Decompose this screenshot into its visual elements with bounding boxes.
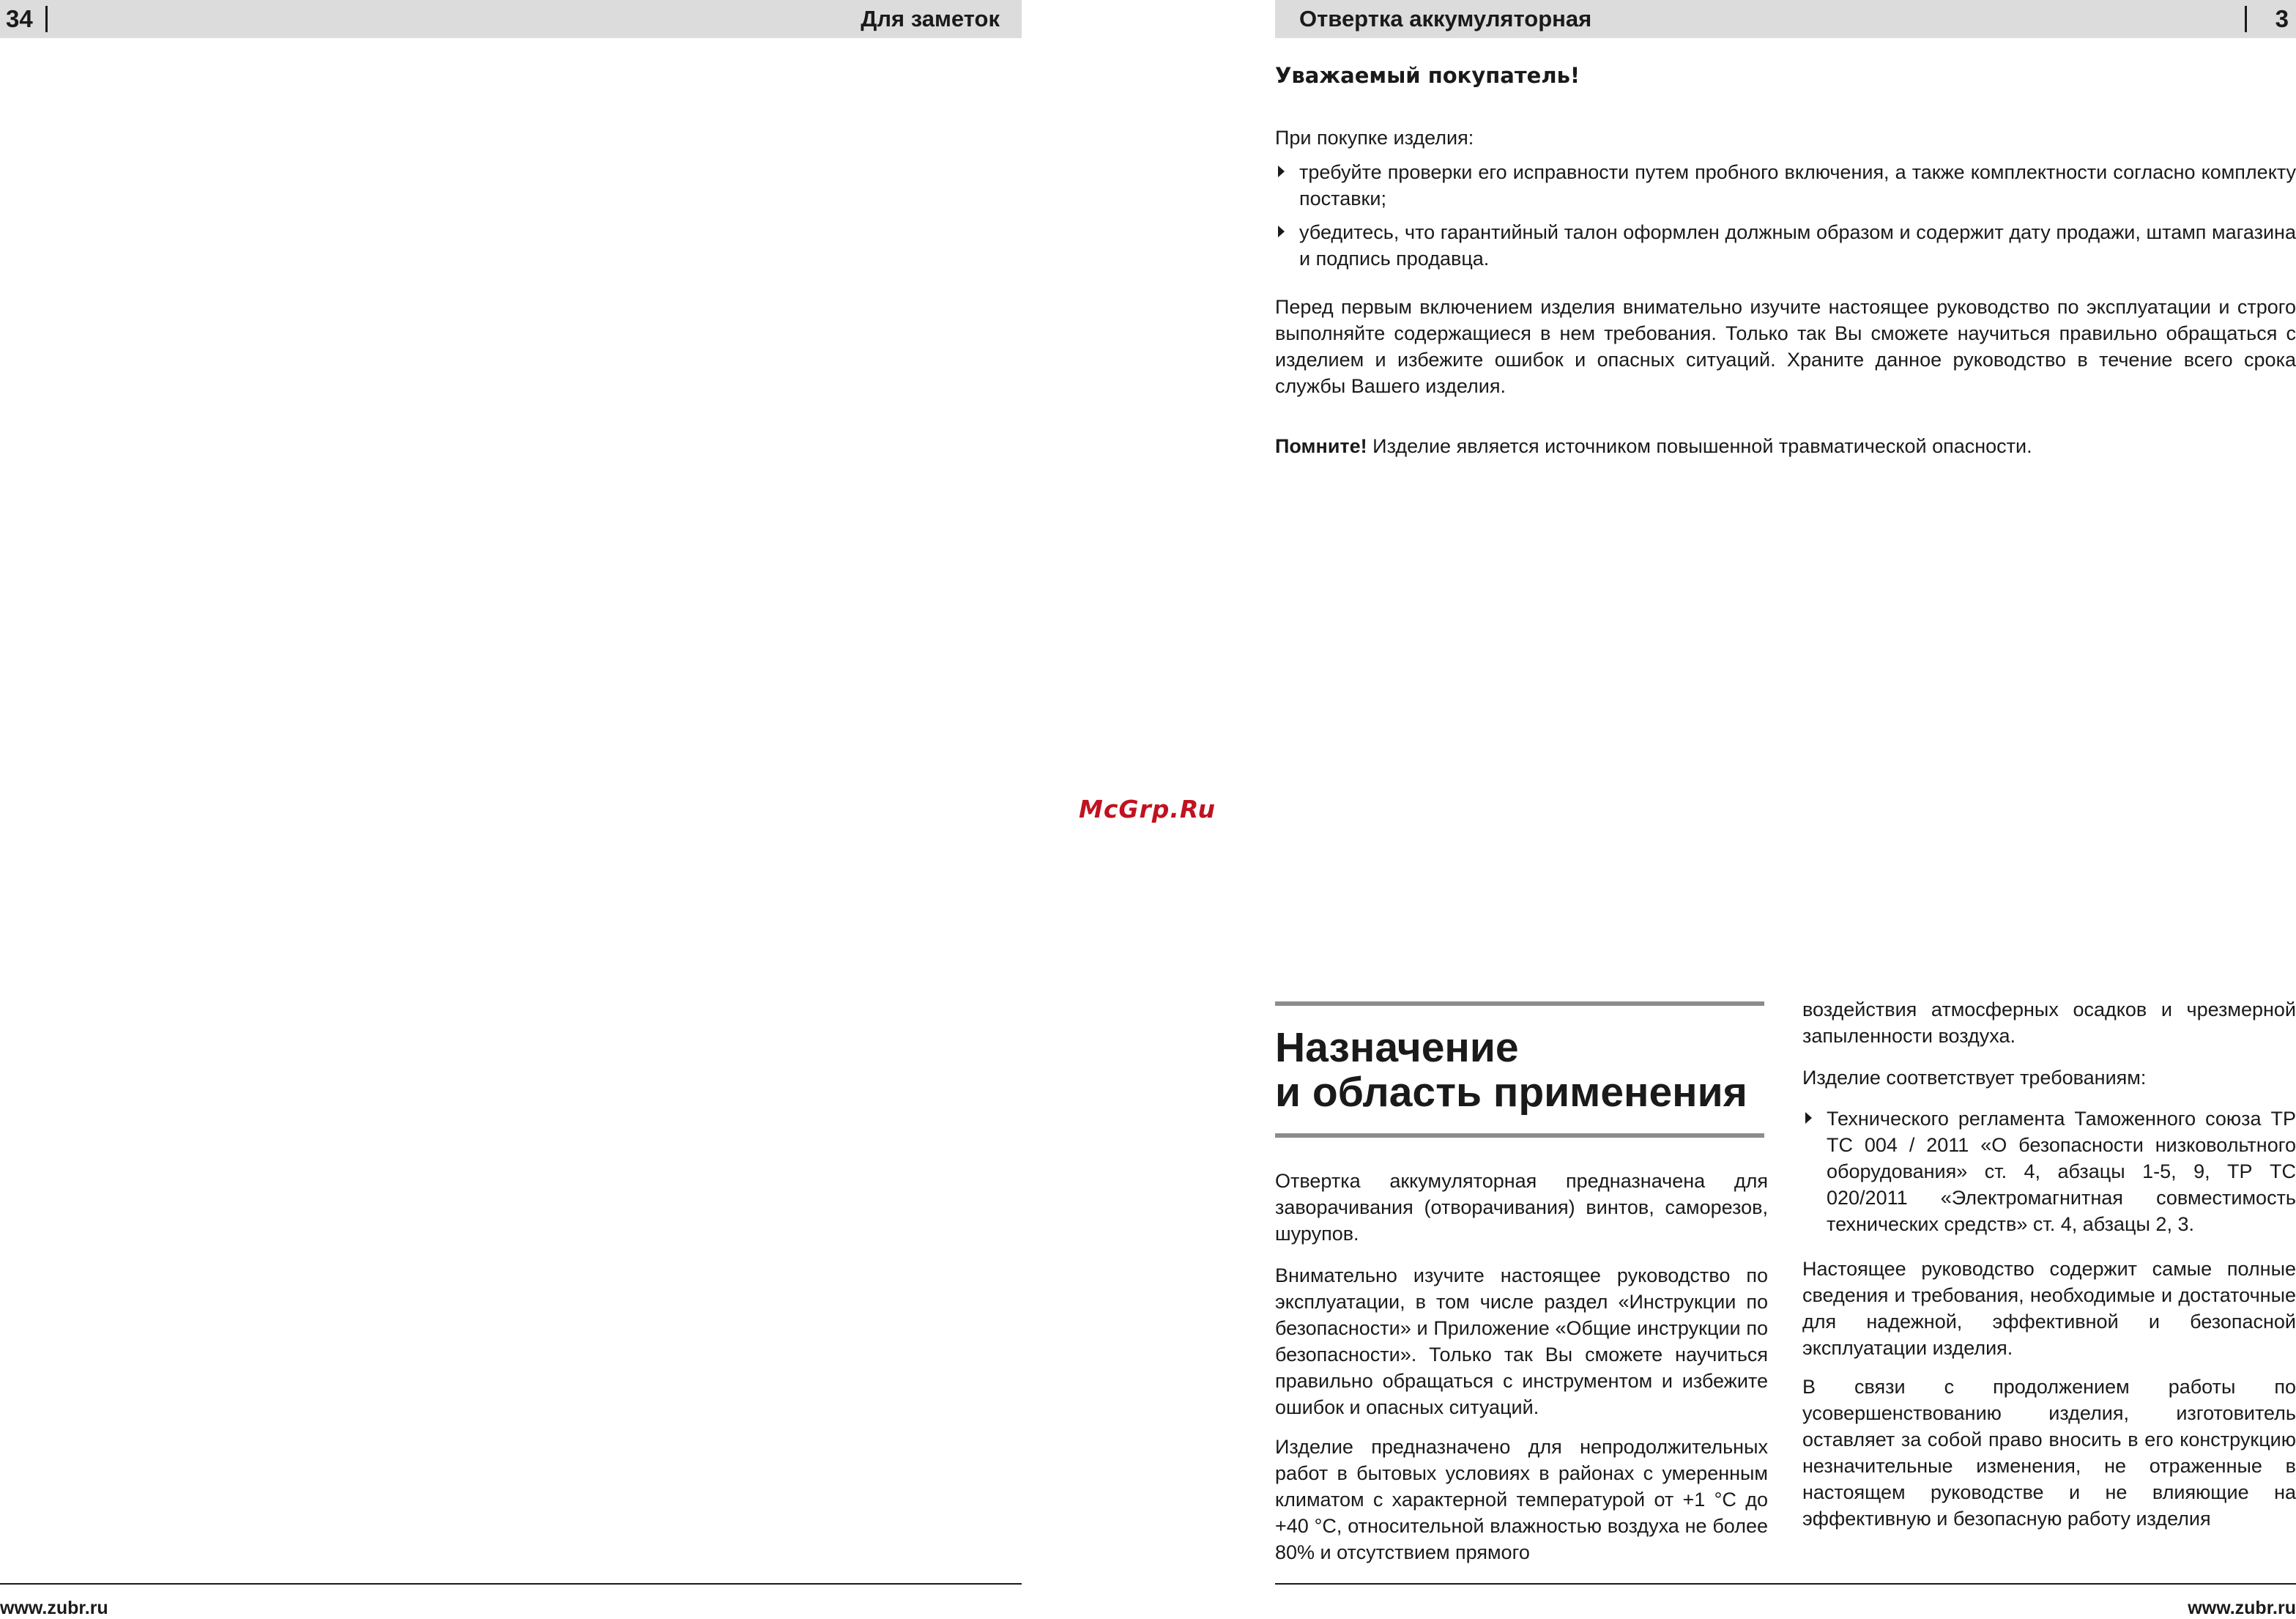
left-page-header-title: Для заметок	[861, 6, 1000, 32]
left-page-number: 34	[6, 5, 33, 32]
greeting-heading: Уважаемый покупатель!	[1275, 63, 1580, 88]
section-title-line1: Назначение	[1275, 1024, 1519, 1071]
requirements-intro: Изделие соответствует требованиям:	[1802, 1067, 2147, 1089]
purpose-paragraph: Отвертка аккумуляторная предназначена для заворачивания (отворачивания) винтов, саморезов, шурупов.	[1275, 1170, 1768, 1245]
intro-text: При покупке изделия:	[1275, 127, 1474, 149]
bullet-arrow-icon	[1805, 1112, 1812, 1124]
study-manual-paragraph: Внимательно изучите настоящее руководство по эксплуатации, в том числе раздел «Инструкции по безопасности» и Приложение «Общие инструкции по безопасности». Только так Вы сможете научиться правильно обращаться с инструментом и избежите ошибок и опасных ситуаций.	[1275, 1264, 1768, 1418]
section-title-line2: и область применения	[1275, 1069, 1747, 1116]
instructions-paragraph: Перед первым включением изделия внимательно изучите настоящее руководство по эксплуатации и строго выполняйте содержащиеся в нем требования. Только так Вы сможете научиться правильно обращаться с изделием и избежите ошибок и опасных ситуаций. Храните данное руководство в течение всего срока службы Вашего изделия.	[1275, 296, 2296, 397]
left-footer-rule	[0, 1583, 1022, 1585]
list-item-text: убедитесь, что гарантийный талон оформлен должным образом и содержит дату продажи, штамп магазина и подпись продавца.	[1299, 221, 2296, 270]
requirements-list	[1802, 1105, 2296, 1245]
purchase-checklist	[1275, 159, 2296, 279]
list-item-text: требуйте проверки его исправности путем пробного включения, а также комплектности согласно комплекту поставки;	[1299, 161, 2296, 210]
list-item	[1275, 159, 2296, 212]
usage-conditions-continuation: воздействия атмосферных осадков и чрезмерной запыленности воздуха.	[1802, 999, 2296, 1047]
manufacturer-rights-paragraph: В связи с продолжением работы по усовершенствованию изделия, изготовитель оставляет за собой право вносить в его конструкцию незначительные изменения, не отраженные в настоящем руководстве и не влияющие на эффективную и безопасную работу изделия	[1802, 1376, 2296, 1530]
right-footer-rule	[1275, 1583, 2296, 1585]
section-title-bottom-rule	[1275, 1133, 1764, 1138]
warning-label: Помните!	[1275, 435, 1367, 457]
right-header-separator	[2245, 6, 2247, 32]
list-item	[1802, 1105, 2296, 1237]
manual-completeness-paragraph: Настоящее руководство содержит самые полные сведения и требования, необходимые и достаточные для надежной, эффективной и безопасной эксплуатации изделия.	[1802, 1258, 2296, 1359]
warning-text: Изделие является источником повышенной травматической опасности.	[1367, 435, 2032, 457]
section-title-top-rule	[1275, 1001, 1764, 1006]
right-footer-url: www.zubr.ru	[2188, 1598, 2296, 1618]
right-page-header-title: Отвертка аккумуляторная	[1299, 6, 1592, 32]
list-item	[1275, 219, 2296, 272]
left-header-separator	[45, 6, 48, 32]
bullet-arrow-icon	[1278, 226, 1285, 237]
right-page-number: 3	[2275, 5, 2289, 32]
list-item-text: Технического регламента Таможенного союза ТР ТС 004 / 2011 «О безопасности низковольтного оборудования» ст. 4, абзацы 1-5, 9, ТР ТС 020/2011 «Электромагнитная совместимость технических средств» ст. 4, абзацы 2, 3.	[1827, 1108, 2296, 1235]
section-title	[1275, 1026, 1788, 1115]
bullet-arrow-icon	[1278, 166, 1285, 177]
usage-conditions-paragraph: Изделие предназначено для непродолжительных работ в бытовых условиях в районах с умеренным климатом с характерной температурой от +1 °С до +40 °С, относительной влажностью воздуха не более 80% и отсутствием прямого	[1275, 1436, 1768, 1563]
watermark: McGrp.Ru	[1079, 795, 1216, 823]
warning-note	[1275, 433, 2032, 459]
left-footer-url: www.zubr.ru	[0, 1598, 108, 1618]
